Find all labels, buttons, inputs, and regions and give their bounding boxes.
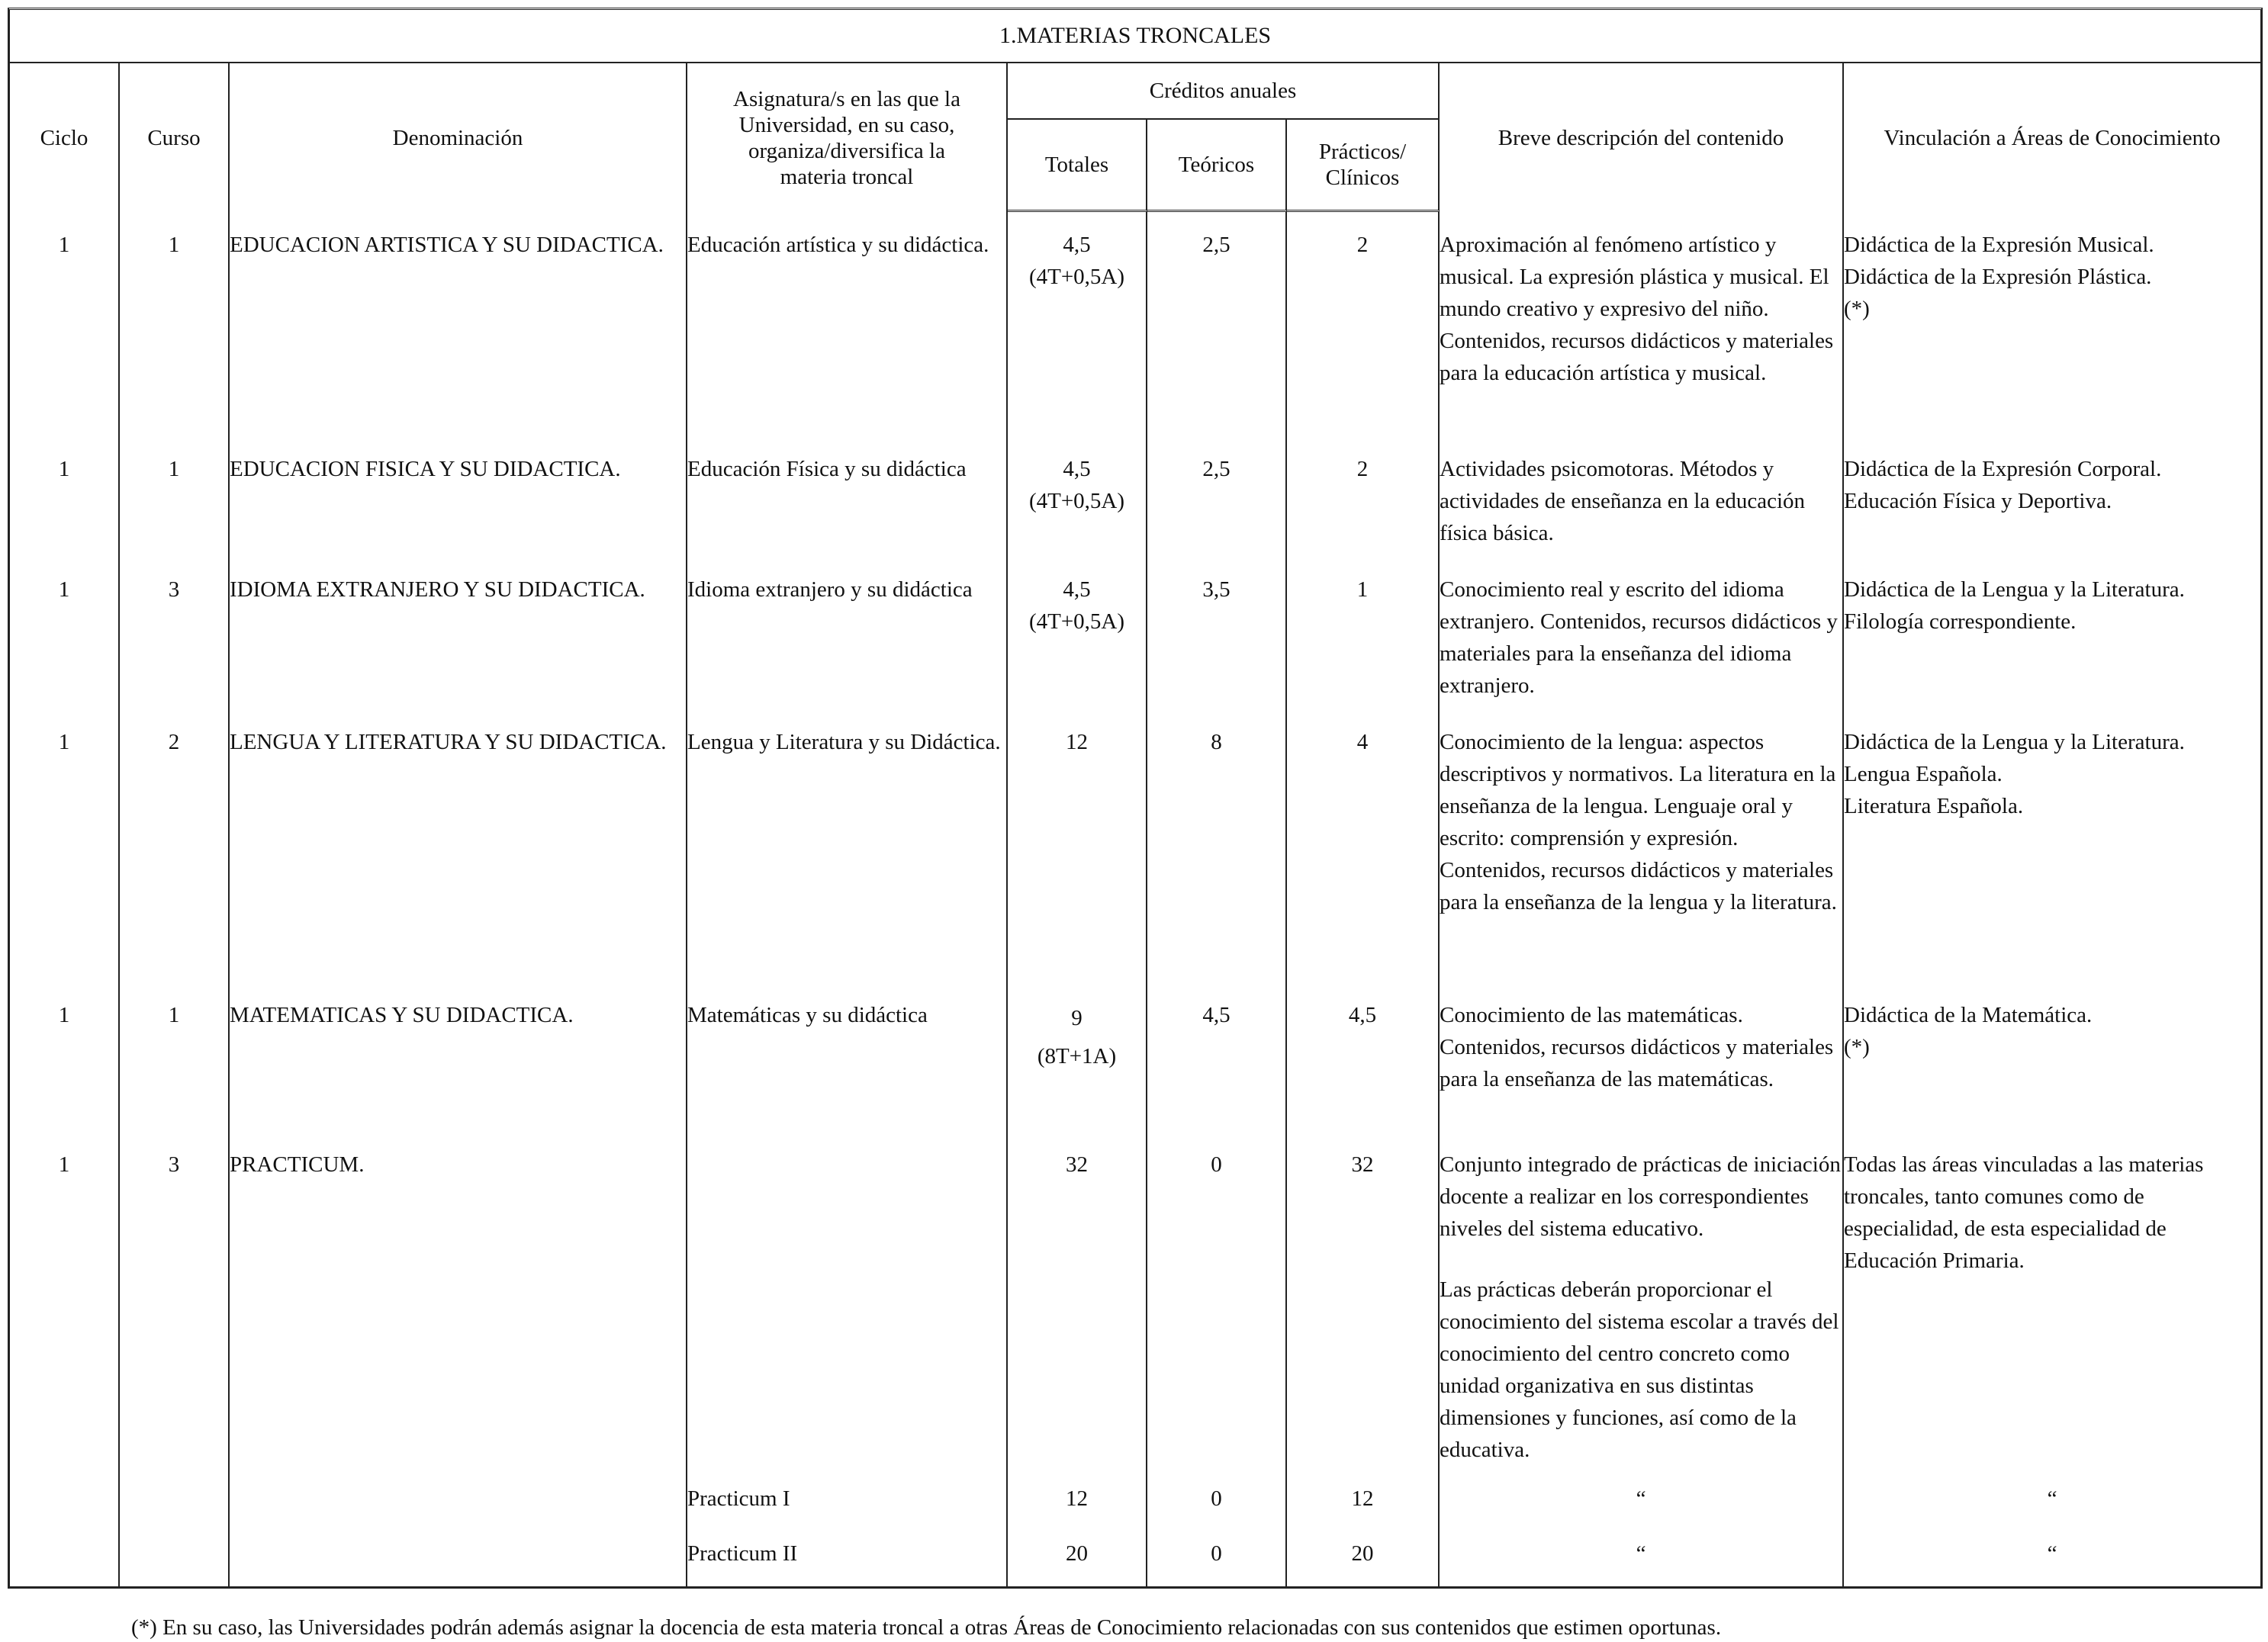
empty-cell	[120, 1478, 230, 1533]
cell-vinculacion: “	[2047, 1486, 2057, 1511]
cell-totales	[1008, 561, 1147, 714]
vinculacion-line: Didáctica de la Expresión Musical.	[1844, 233, 2154, 257]
totales-value: 12	[1066, 730, 1088, 754]
cell-ciclo: 1	[10, 212, 120, 441]
cell-teoricos: 0	[1147, 1136, 1287, 1478]
cell-denominacion: EDUCACION FISICA Y SU DIDACTICA.	[230, 441, 687, 561]
cell-vinculacion: “	[2047, 1541, 2057, 1566]
cell-teoricos: 4,5	[1147, 987, 1287, 1136]
cell-vinculacion	[1844, 714, 2260, 987]
totales-detail: (4T+0,5A)	[1028, 609, 1125, 634]
vinculacion-line: Lengua Española.	[1844, 762, 2003, 786]
cell-practicos: 2	[1287, 441, 1440, 561]
cell-asignatura: Idioma extranjero y su didáctica	[687, 561, 1008, 714]
cell-vinculacion	[1844, 212, 2260, 441]
header-asignatura: Asignatura/s en las que la Universidad, en su caso, organiza/diversifica la materia troncal	[687, 63, 1008, 212]
empty-cell	[10, 1478, 120, 1533]
cell-asignatura	[687, 1136, 1008, 1478]
table-row	[10, 1136, 2260, 1478]
totales-detail: (4T+0,5A)	[1028, 489, 1125, 513]
empty-cell	[120, 1533, 230, 1586]
cell-asignatura: Lengua y Literatura y su Didáctica.	[687, 714, 1008, 987]
cell-practicos: 4	[1287, 714, 1440, 987]
cell-ciclo: 1	[10, 1136, 120, 1478]
totales-value: 4,5	[1063, 577, 1091, 602]
cell-totales	[1008, 212, 1147, 441]
cell-curso: 1	[120, 987, 230, 1136]
cell-teoricos: 8	[1147, 714, 1287, 987]
table-row	[10, 987, 2260, 1136]
header-ciclo: Ciclo	[10, 63, 120, 212]
header-practicos-line2: Clínicos	[1325, 165, 1400, 190]
table-title: 1.MATERIAS TRONCALES	[10, 10, 2260, 63]
cell-curso: 1	[120, 441, 230, 561]
cell-teoricos: 2,5	[1147, 441, 1287, 561]
table-row	[10, 441, 2260, 561]
cell-practicos: 32	[1287, 1136, 1440, 1478]
cell-practicos: 20	[1287, 1533, 1440, 1586]
cell-descripcion: “	[1440, 1478, 1844, 1533]
cell-asignatura: Matemáticas y su didáctica	[687, 987, 1008, 1136]
totales-value: 4,5	[1063, 233, 1091, 257]
cell-denominacion: EDUCACION ARTISTICA Y SU DIDACTICA.	[230, 212, 687, 441]
cell-curso: 3	[120, 1136, 230, 1478]
cell-curso: 2	[120, 714, 230, 987]
cell-denominacion: IDIOMA EXTRANJERO Y SU DIDACTICA.	[230, 561, 687, 714]
cell-vinculacion: Todas las áreas vinculadas a las materias troncales, tanto comunes como de especialidad, de esta especialidad de Educación Primaria.	[1844, 1152, 2204, 1273]
cell-descripcion	[1440, 1136, 1844, 1478]
cell-curso: 3	[120, 561, 230, 714]
cell-teoricos: 0	[1147, 1478, 1287, 1533]
cell-descripcion: “	[1440, 1533, 1844, 1586]
table-row	[10, 714, 2260, 987]
empty-cell	[230, 1478, 687, 1533]
header-practicos	[1287, 118, 1440, 212]
materias-troncales-table	[8, 8, 2263, 1589]
header-teoricos: Teóricos	[1147, 118, 1287, 212]
cell-descripcion: Conocimiento real y escrito del idioma extranjero. Contenidos, recursos didácticos y materiales para la enseñanza del idioma extranjero.	[1440, 561, 1844, 714]
cell-ciclo: 1	[10, 441, 120, 561]
cell-ciclo: 1	[10, 987, 120, 1136]
vinculacion-line: Didáctica de la Expresión Corporal.	[1844, 457, 2162, 481]
vinculacion-line: (*)	[1844, 1035, 1870, 1059]
cell-totales	[1008, 714, 1147, 987]
cell-descripcion: Conocimiento de la lengua: aspectos descriptivos y normativos. La literatura en la enseñanza de la lengua. Lenguaje oral y escrito: comprensión y expresión. Contenidos, recursos didácticos y materiales para la enseñanza de la lengua y la literatura.	[1440, 714, 1844, 987]
vinculacion-line: Didáctica de la Lengua y la Literatura.	[1844, 730, 2185, 754]
empty-cell	[10, 1533, 120, 1586]
vinculacion-line: Didáctica de la Lengua y la Literatura.	[1844, 577, 2185, 602]
totales-detail: (4T+0,5A)	[1028, 265, 1125, 289]
footnote: (*) En su caso, las Universidades podrán además asignar la docencia de esta materia troncal a otras Áreas de Conocimiento relacionadas con sus contenidos que estimen oportunas.	[131, 1615, 1722, 1640]
descripcion-paragraph: Las prácticas deberán proporcionar el conocimiento del sistema escolar a través del conocimiento del centro concreto como unidad organizativa en sus distintas dimensiones y funciones, así como de la educativa.	[1440, 1277, 1839, 1462]
cell-asignatura: Educación Física y su didáctica	[687, 441, 1008, 561]
header-curso: Curso	[120, 63, 230, 212]
cell-asignatura: Practicum I	[687, 1478, 1008, 1533]
descripcion-paragraph: Conjunto integrado de prácticas de iniciación docente a realizar en los correspondientes niveles del sistema educativo.	[1440, 1152, 1841, 1241]
cell-totales: 12	[1008, 1478, 1147, 1533]
cell-denominacion: LENGUA Y LITERATURA Y SU DIDACTICA.	[230, 714, 687, 987]
vinculacion-line: Didáctica de la Expresión Plástica.	[1844, 265, 2152, 289]
table-row	[10, 561, 2260, 714]
cell-vinculacion	[1844, 561, 2260, 714]
cell-vinculacion	[1844, 987, 2260, 1136]
cell-teoricos: 0	[1147, 1533, 1287, 1586]
totales-detail: (8T+1A)	[1037, 1044, 1117, 1068]
table-subrow	[10, 1478, 2260, 1533]
table-subrow	[10, 1533, 2260, 1586]
table-row	[10, 212, 2260, 441]
cell-teoricos: 2,5	[1147, 212, 1287, 441]
header-descripcion: Breve descripción del contenido	[1440, 63, 1844, 212]
header-practicos-line1: Prácticos/	[1318, 140, 1407, 164]
vinculacion-line: Literatura Española.	[1844, 794, 2024, 818]
cell-totales	[1008, 987, 1147, 1136]
cell-descripcion: Aproximación al fenómeno artístico y musical. La expresión plástica y musical. El mundo creativo y expresivo del niño. Contenidos, recursos didácticos y materiales para la educación artística y musical.	[1440, 212, 1844, 441]
cell-practicos: 1	[1287, 561, 1440, 714]
header-creditos-anuales: Créditos anuales	[1008, 63, 1440, 118]
vinculacion-line: Didáctica de la Matemática.	[1844, 1003, 2093, 1027]
cell-denominacion: MATEMATICAS Y SU DIDACTICA.	[230, 987, 687, 1136]
empty-cell	[230, 1533, 687, 1586]
header-totales: Totales	[1008, 118, 1147, 212]
totales-value: 4,5	[1063, 457, 1091, 481]
cell-teoricos: 3,5	[1147, 561, 1287, 714]
cell-curso: 1	[120, 212, 230, 441]
cell-ciclo: 1	[10, 714, 120, 987]
vinculacion-line: Filología correspondiente.	[1844, 609, 2077, 634]
cell-totales	[1008, 441, 1147, 561]
cell-ciclo: 1	[10, 561, 120, 714]
cell-vinculacion	[1844, 441, 2260, 561]
cell-asignatura: Practicum II	[687, 1533, 1008, 1586]
totales-value: 9	[1071, 1006, 1083, 1030]
cell-asignatura: Educación artística y su didáctica.	[687, 212, 1008, 441]
cell-descripcion: Conocimiento de las matemáticas. Contenidos, recursos didácticos y materiales para la enseñanza de las matemáticas.	[1440, 987, 1844, 1136]
cell-practicos: 12	[1287, 1478, 1440, 1533]
cell-denominacion: PRACTICUM.	[230, 1136, 687, 1478]
cell-totales: 32	[1008, 1136, 1147, 1478]
cell-practicos: 2	[1287, 212, 1440, 441]
cell-totales: 20	[1008, 1533, 1147, 1586]
document-page	[8, 8, 2258, 1589]
header-denominacion: Denominación	[230, 63, 687, 212]
cell-practicos: 4,5	[1287, 987, 1440, 1136]
vinculacion-line: (*)	[1844, 297, 1870, 321]
vinculacion-line: Educación Física y Deportiva.	[1844, 489, 2112, 513]
header-vinculacion: Vinculación a Áreas de Conocimiento	[1884, 125, 2221, 150]
cell-descripcion: Actividades psicomotoras. Métodos y actividades de enseñanza en la educación física básica.	[1440, 441, 1844, 561]
